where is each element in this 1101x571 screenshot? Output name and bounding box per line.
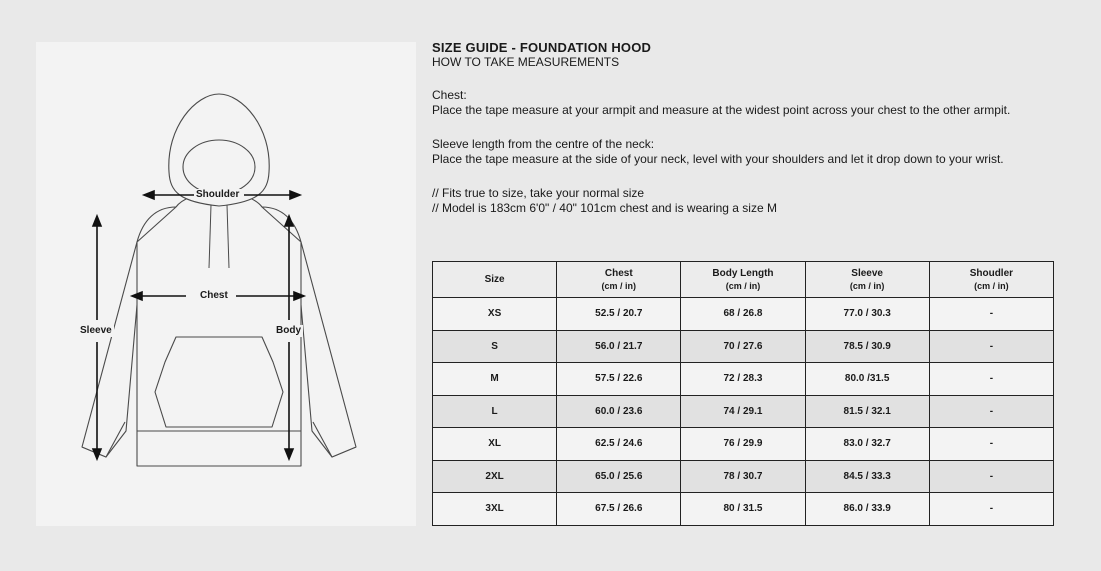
cell-sleeve: 83.0 / 32.7	[805, 428, 929, 461]
hoodie-illustration	[36, 42, 416, 526]
header-body-length: Body Length (cm / in)	[681, 262, 805, 298]
sleeve-text: Place the tape measure at the side of your neck, level with your shoulders and let it drop down to your wrist.	[432, 152, 1004, 166]
cell-chest: 67.5 / 26.6	[557, 493, 681, 526]
table-row	[433, 493, 1054, 526]
sleeve-heading: Sleeve length from the centre of the neck:	[432, 137, 655, 151]
cell-chest: 52.5 / 20.7	[557, 298, 681, 331]
fit-notes	[432, 186, 1082, 216]
cell-body-length: 80 / 31.5	[681, 493, 805, 526]
cell-sleeve: 77.0 / 30.3	[805, 298, 929, 331]
hoodie-diagram-panel	[36, 42, 416, 526]
cell-shoulder: -	[929, 428, 1053, 461]
table-row	[433, 363, 1054, 396]
cell-sleeve: 84.5 / 33.3	[805, 460, 929, 493]
cell-shoulder: -	[929, 493, 1053, 526]
cell-sleeve: 80.0 /31.5	[805, 363, 929, 396]
cell-sleeve: 81.5 / 32.1	[805, 395, 929, 428]
sleeve-label: Sleeve	[80, 325, 112, 336]
shoulder-label: Shoulder	[196, 189, 240, 200]
header-sleeve: Sleeve (cm / in)	[805, 262, 929, 298]
size-table	[432, 261, 1054, 526]
cell-shoulder: -	[929, 363, 1053, 396]
header-chest: Chest (cm / in)	[557, 262, 681, 298]
header-shoulder: Shoudler (cm / in)	[929, 262, 1053, 298]
cell-size: M	[433, 363, 557, 396]
page-subtitle: HOW TO TAKE MEASUREMENTS	[432, 55, 620, 69]
cell-size: S	[433, 330, 557, 363]
table-row	[433, 330, 1054, 363]
cell-chest: 62.5 / 24.6	[557, 428, 681, 461]
fit-note: // Fits true to size, take your normal size	[432, 186, 645, 200]
model-note: // Model is 183cm 6'0" / 40" 101cm chest and is wearing a size M	[432, 201, 777, 215]
chest-instructions	[432, 88, 1082, 118]
table-row	[433, 395, 1054, 428]
cell-size: L	[433, 395, 557, 428]
cell-shoulder: -	[929, 330, 1053, 363]
cell-chest: 65.0 / 25.6	[557, 460, 681, 493]
header-size: Size	[433, 262, 557, 298]
cell-shoulder: -	[929, 298, 1053, 331]
cell-sleeve: 78.5 / 30.9	[805, 330, 929, 363]
table-row	[433, 460, 1054, 493]
cell-sleeve: 86.0 / 33.9	[805, 493, 929, 526]
cell-size: XS	[433, 298, 557, 331]
cell-chest: 57.5 / 22.6	[557, 363, 681, 396]
cell-body-length: 68 / 26.8	[681, 298, 805, 331]
cell-body-length: 70 / 27.6	[681, 330, 805, 363]
cell-size: XL	[433, 428, 557, 461]
cell-shoulder: -	[929, 395, 1053, 428]
cell-body-length: 78 / 30.7	[681, 460, 805, 493]
cell-chest: 60.0 / 23.6	[557, 395, 681, 428]
table-row	[433, 298, 1054, 331]
cell-size: 3XL	[433, 493, 557, 526]
page-title: SIZE GUIDE - FOUNDATION HOOD	[432, 40, 652, 55]
cell-shoulder: -	[929, 460, 1053, 493]
measurement-info	[432, 40, 1082, 235]
table-header-row	[433, 262, 1054, 298]
chest-label: Chest	[200, 290, 228, 301]
table-row	[433, 428, 1054, 461]
chest-heading: Chest:	[432, 88, 467, 102]
chest-text: Place the tape measure at your armpit and measure at the widest point across your chest to the other armpit.	[432, 103, 1011, 117]
cell-body-length: 76 / 29.9	[681, 428, 805, 461]
cell-size: 2XL	[433, 460, 557, 493]
cell-body-length: 72 / 28.3	[681, 363, 805, 396]
cell-chest: 56.0 / 21.7	[557, 330, 681, 363]
cell-body-length: 74 / 29.1	[681, 395, 805, 428]
body-label: Body	[276, 325, 301, 336]
sleeve-instructions	[432, 137, 1082, 167]
